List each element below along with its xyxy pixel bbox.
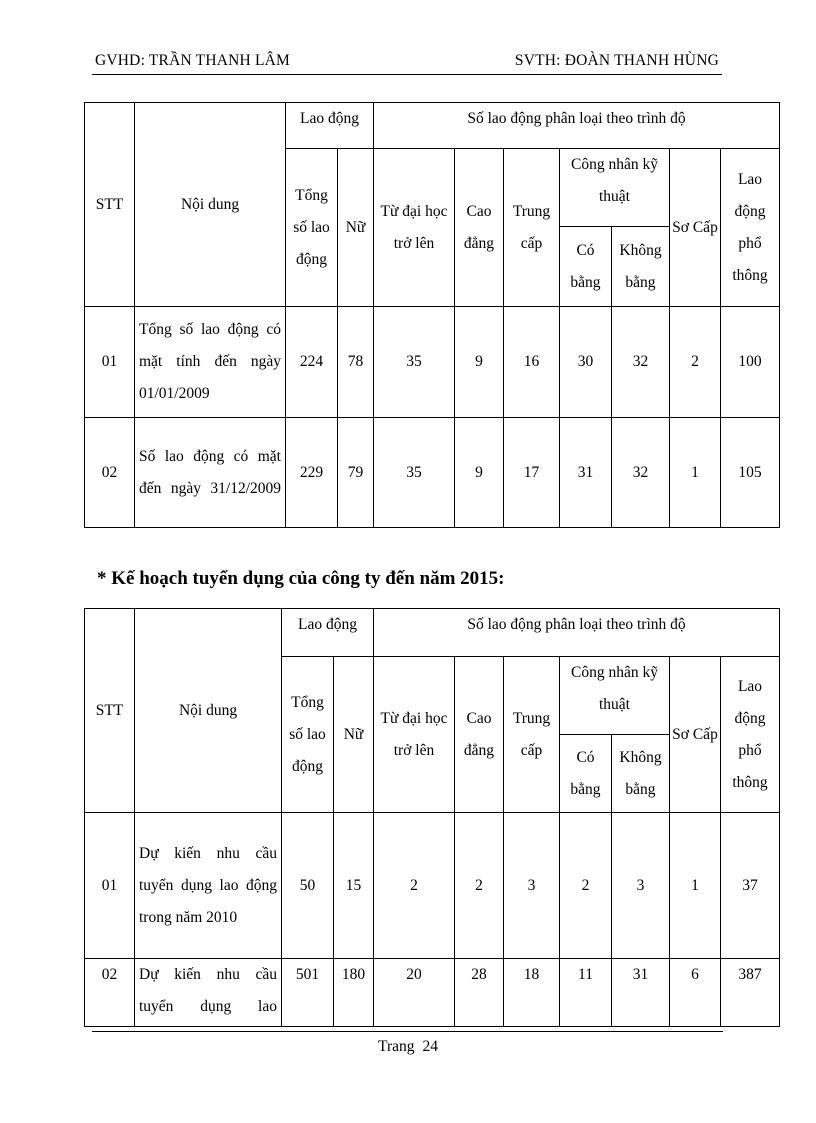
- cell-value: 6: [670, 959, 721, 1027]
- header-intermediate: Trung cấp: [504, 149, 560, 307]
- header-unskilled: Lao động phổ thông: [721, 149, 780, 307]
- cell-value: 180: [334, 959, 374, 1027]
- row-content: Số lao động có mặt đến ngày 31/12/2009: [135, 418, 286, 528]
- header-instructor: GVHD: TRẦN THANH LÂM: [95, 52, 291, 69]
- cell-value: 387: [721, 959, 780, 1027]
- cell-value: 35: [374, 307, 455, 418]
- cell-value: 11: [560, 959, 612, 1027]
- header-labor: Lao động: [282, 609, 374, 657]
- header-college: Cao đẳng: [455, 657, 504, 813]
- header-elementary: Sơ Cấp: [670, 149, 721, 307]
- header-classification: Số lao động phân loại theo trình độ: [374, 609, 780, 657]
- header-college: Cao đẳng: [455, 149, 504, 307]
- row-stt: 01: [85, 307, 135, 418]
- table-row: [85, 307, 780, 418]
- cell-value: 100: [721, 307, 780, 418]
- cell-value: 9: [455, 307, 504, 418]
- header-intermediate: Trung cấp: [504, 657, 560, 813]
- cell-value: 2: [455, 813, 504, 959]
- cell-value: 501: [282, 959, 334, 1027]
- header-technical-workers: Công nhân kỹ thuật: [560, 657, 670, 735]
- table-row: [85, 418, 780, 528]
- cell-value: 224: [286, 307, 338, 418]
- cell-value: 105: [721, 418, 780, 528]
- header-content: Nội dung: [135, 103, 286, 307]
- cell-value: 9: [455, 418, 504, 528]
- header-technical-workers: Công nhân kỹ thuật: [560, 149, 670, 227]
- row-stt: 02: [85, 418, 135, 528]
- cell-value: 2: [374, 813, 455, 959]
- cell-value: 2: [670, 307, 721, 418]
- cell-value: 20: [374, 959, 455, 1027]
- header-university: Từ đại học trở lên: [374, 149, 455, 307]
- header-total: Tổng số lao động: [286, 149, 338, 307]
- cell-value: 50: [282, 813, 334, 959]
- recruitment-plan-table: [84, 608, 780, 1027]
- header-classification: Số lao động phân loại theo trình độ: [374, 103, 780, 149]
- header-stt: STT: [85, 609, 135, 813]
- header-uncertified: Không bằng: [612, 735, 670, 813]
- cell-value: 79: [338, 418, 374, 528]
- cell-value: 3: [504, 813, 560, 959]
- header-unskilled: Lao động phổ thông: [721, 657, 780, 813]
- cell-value: 28: [455, 959, 504, 1027]
- header-certified: Có bằng: [560, 735, 612, 813]
- page-number: 24: [422, 1038, 438, 1055]
- cell-value: 31: [612, 959, 670, 1027]
- header-female: Nữ: [334, 657, 374, 813]
- header-certified: Có bằng: [560, 227, 612, 307]
- cell-value: 1: [670, 418, 721, 528]
- cell-value: 15: [334, 813, 374, 959]
- cell-value: 30: [560, 307, 612, 418]
- row-content: Dự kiến nhu cầu tuyển dụng lao: [135, 959, 282, 1027]
- header-elementary: Sơ Cấp: [670, 657, 721, 813]
- cell-value: 1: [670, 813, 721, 959]
- cell-value: 16: [504, 307, 560, 418]
- row-stt: 02: [85, 959, 135, 1027]
- page-footer: [0, 1038, 816, 1056]
- header-uncertified: Không bằng: [612, 227, 670, 307]
- header-labor: Lao động: [286, 103, 374, 149]
- section-title: * Kế hoạch tuyển dụng của công ty đến năm 2015:: [97, 568, 505, 589]
- cell-value: 35: [374, 418, 455, 528]
- table-row: [85, 813, 780, 959]
- header-female: Nữ: [338, 149, 374, 307]
- cell-value: 78: [338, 307, 374, 418]
- page-header: [92, 50, 722, 75]
- table-row: [85, 959, 780, 1027]
- header-stt: STT: [85, 103, 135, 307]
- cell-value: 31: [560, 418, 612, 528]
- header-content: Nội dung: [135, 609, 282, 813]
- header-total: Tổng số lao động: [282, 657, 334, 813]
- cell-value: 32: [612, 418, 670, 528]
- footer-label: Trang: [378, 1038, 415, 1055]
- cell-value: 229: [286, 418, 338, 528]
- row-content: Tổng số lao động có mặt tính đến ngày 01/01/2009: [135, 307, 286, 418]
- footer-divider: [92, 1031, 723, 1032]
- cell-value: 3: [612, 813, 670, 959]
- cell-value: 37: [721, 813, 780, 959]
- row-stt: 01: [85, 813, 135, 959]
- cell-value: 2: [560, 813, 612, 959]
- labor-table-2009: [84, 102, 780, 528]
- header-student: SVTH: ĐOÀN THANH HÙNG: [514, 52, 719, 69]
- header-university: Từ đại học trở lên: [374, 657, 455, 813]
- cell-value: 18: [504, 959, 560, 1027]
- cell-value: 17: [504, 418, 560, 528]
- cell-value: 32: [612, 307, 670, 418]
- row-content: Dự kiến nhu cầu tuyển dụng lao động trong năm 2010: [135, 813, 282, 959]
